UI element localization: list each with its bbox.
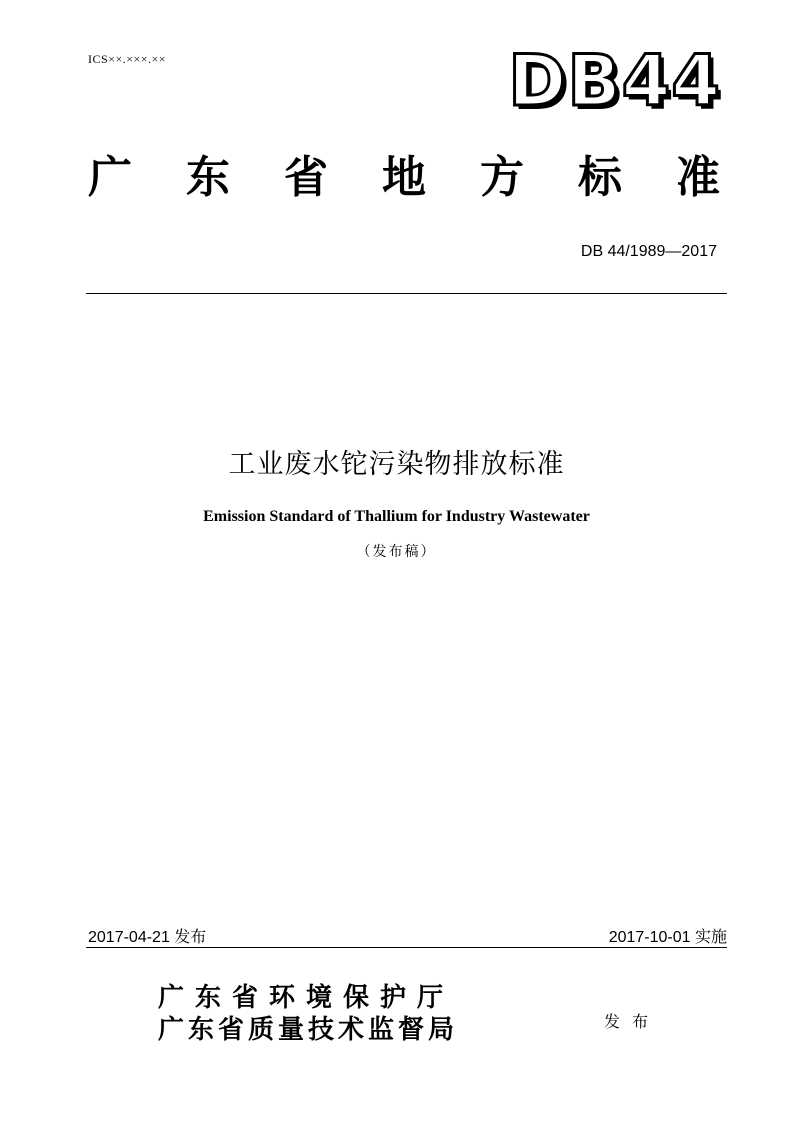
issue-action: 发布 bbox=[604, 1012, 661, 1031]
db44-logo: DB44 bbox=[508, 40, 721, 122]
heading-char: 方 bbox=[480, 152, 524, 203]
heading-char: 东 bbox=[186, 152, 230, 203]
issuer-quality-supervision: 广东省质量技术监督局 bbox=[158, 1015, 459, 1045]
standard-number: DB 44/1989—2017 bbox=[580, 243, 717, 260]
implementation-date: 2017-10-01 实施 bbox=[608, 929, 727, 946]
bottom-divider bbox=[86, 947, 727, 948]
heading-char: 广 bbox=[88, 152, 132, 203]
heading-char: 地 bbox=[382, 152, 426, 203]
heading-char: 准 bbox=[676, 152, 720, 203]
document-title-chinese: 工业废水铊污染物排放标准 bbox=[228, 449, 565, 480]
ics-code: ICS××.×××.×× bbox=[88, 52, 167, 66]
top-divider bbox=[86, 293, 727, 294]
local-standard-heading bbox=[88, 152, 720, 203]
publish-date: 2017-04-21 发布 bbox=[88, 929, 207, 946]
draft-note: （发布稿） bbox=[356, 544, 437, 560]
issuer-environmental-protection: 广东省环境保护厅 bbox=[158, 983, 455, 1013]
heading-char: 省 bbox=[284, 152, 328, 203]
heading-char: 标 bbox=[578, 152, 622, 203]
document-title-english: Emission Standard of Thallium for Industry Wastewater bbox=[203, 508, 590, 525]
